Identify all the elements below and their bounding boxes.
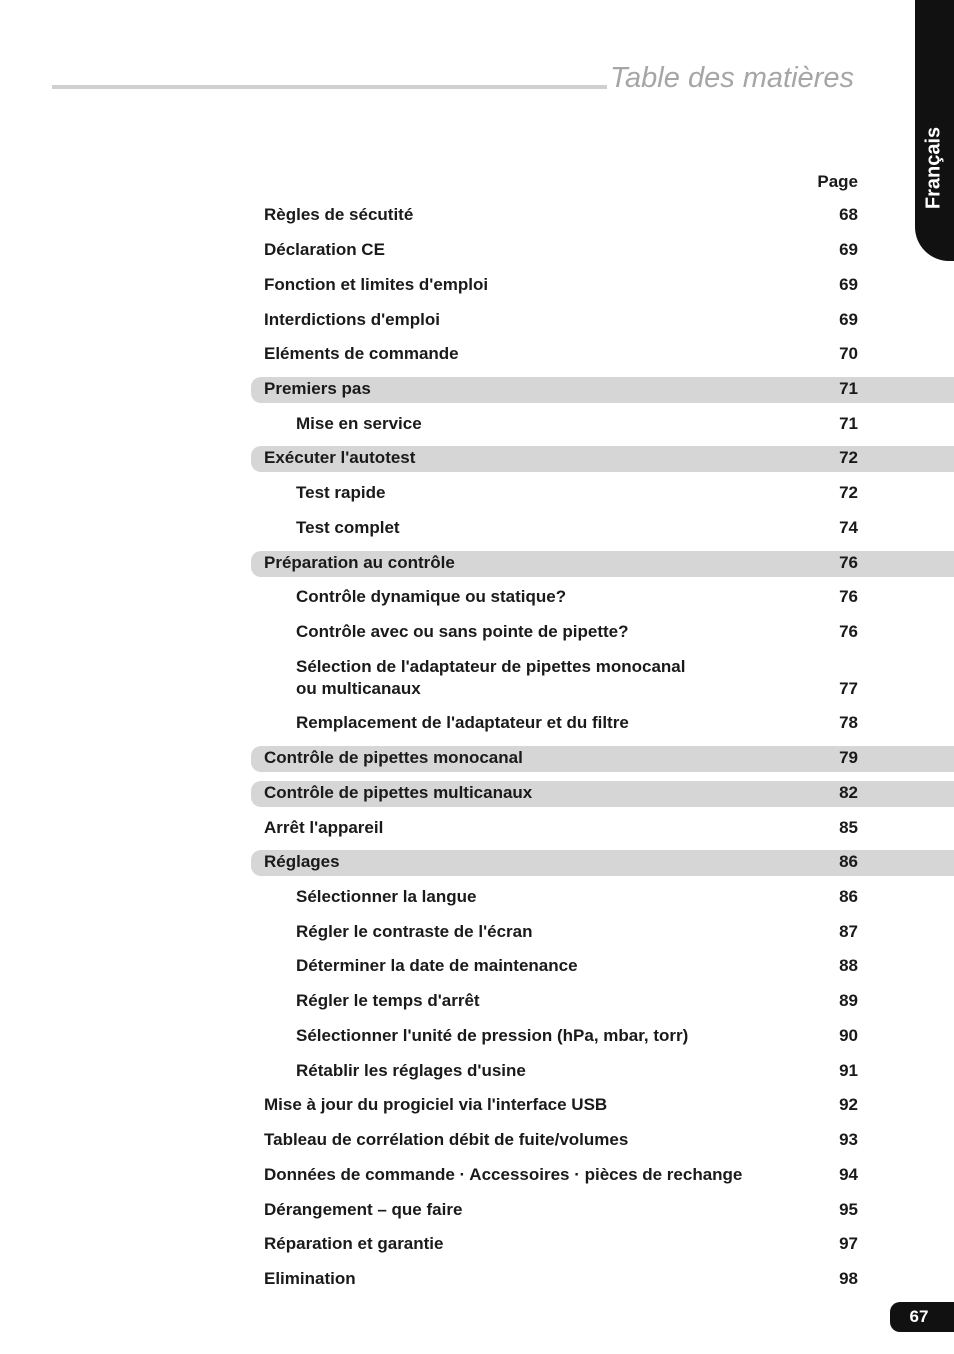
toc-entry-page: 76 [839, 587, 858, 606]
toc-entry-page: 91 [839, 1061, 858, 1080]
toc-entry-page: 72 [839, 448, 858, 467]
toc-entry-title-line: Fonction et limites d'emploi [264, 275, 489, 294]
toc-entry[interactable] [251, 1232, 954, 1258]
toc-entry-title-line: Données de commande · Accessoires · pièces de rechange [264, 1165, 743, 1184]
toc-entry[interactable] [251, 1128, 954, 1154]
toc-entry-title [296, 921, 816, 943]
toc-entry[interactable] [251, 781, 954, 807]
toc-entry-title [264, 1094, 784, 1116]
toc-entry-title-line: Rétablir les réglages d'usine [296, 1061, 526, 1080]
toc-entry[interactable] [251, 885, 954, 911]
toc-entry-title [296, 482, 816, 504]
toc-entry[interactable] [251, 746, 954, 772]
toc-entry-title-line: Interdictions d'emploi [264, 310, 440, 329]
toc-entry[interactable] [251, 1059, 954, 1085]
toc-entry-page: 86 [839, 852, 858, 871]
toc-entry[interactable] [251, 481, 954, 507]
toc-entry-title-line: Elimination [264, 1269, 356, 1288]
toc-entry[interactable] [251, 308, 954, 334]
toc-entry-title [264, 1129, 784, 1151]
toc-entry[interactable] [251, 585, 954, 611]
toc-entry-title-line: Contrôle dynamique ou statique? [296, 587, 567, 606]
toc-entry-title [296, 517, 816, 539]
toc-entry-page: 86 [839, 887, 858, 906]
toc-entry[interactable] [251, 954, 954, 980]
toc-entry-page: 70 [839, 344, 858, 363]
toc-entry[interactable] [251, 1198, 954, 1224]
toc-entry-title [264, 1164, 784, 1186]
toc-entry-title-line: Contrôle de pipettes multicanaux [264, 783, 533, 802]
toc-entry-page: 89 [839, 991, 858, 1010]
toc-entry-page: 92 [839, 1095, 858, 1114]
toc-entry-title [296, 586, 816, 608]
toc-entry-page: 71 [839, 414, 858, 433]
toc-entry-title [296, 621, 816, 643]
toc-entry-page: 95 [839, 1200, 858, 1219]
toc-entry-title [264, 378, 784, 400]
toc-entry-title [264, 1268, 784, 1290]
toc-entry-title-line: Contrôle avec ou sans pointe de pipette? [296, 622, 629, 641]
toc-entry[interactable] [251, 989, 954, 1015]
toc-entry-page: 69 [839, 240, 858, 259]
toc-entry[interactable] [251, 412, 954, 438]
page-title: Table des matières [610, 62, 854, 94]
toc-entry-title-line: Réparation et garantie [264, 1234, 444, 1253]
toc-entry[interactable] [251, 1024, 954, 1050]
toc-entry-title [264, 1233, 784, 1255]
toc-entry-page: 87 [839, 922, 858, 941]
language-tab-label: Français [922, 126, 945, 210]
toc-entry-title [296, 990, 816, 1012]
toc-entry-page: 69 [839, 275, 858, 294]
toc-entry-page: 97 [839, 1234, 858, 1253]
toc-entry[interactable] [251, 850, 954, 876]
page-number: 67 [909, 1307, 929, 1326]
toc-entry-page: 71 [839, 379, 858, 398]
toc-entry-title [264, 274, 784, 296]
toc-entry-title-line: Régler le contraste de l'écran [296, 922, 533, 941]
toc-entry-title [264, 1199, 784, 1221]
toc-entry-page: 68 [839, 205, 858, 224]
toc-entry-page: 78 [839, 713, 858, 732]
toc-entry[interactable] [251, 1267, 954, 1293]
toc-entry[interactable] [251, 920, 954, 946]
toc-entry-title [264, 782, 784, 804]
toc-entry-title [264, 343, 784, 365]
toc-entry-page: 93 [839, 1130, 858, 1149]
toc-entry-title-line: Contrôle de pipettes monocanal [264, 748, 523, 767]
toc-entry-page: 98 [839, 1269, 858, 1288]
toc-page-column-header: Page [817, 172, 858, 191]
toc-entry-title-line: Premiers pas [264, 379, 371, 398]
toc-entry[interactable] [251, 1093, 954, 1119]
page-number-badge [890, 1302, 954, 1332]
toc-entry[interactable] [251, 620, 954, 646]
toc-entry-title-line: Régler le temps d'arrêt [296, 991, 480, 1010]
toc-entry-page: 77 [839, 679, 858, 698]
toc-entry-title-line: Déclaration CE [264, 240, 385, 259]
toc-entry-title [296, 712, 816, 734]
toc-entry[interactable] [251, 711, 954, 737]
toc-entry-title [264, 309, 784, 331]
toc-entry-page: 94 [839, 1165, 858, 1184]
toc-entry-title-line: Réglages [264, 852, 340, 871]
toc-entry-title-line: Mise à jour du progiciel via l'interface USB [264, 1095, 608, 1114]
toc-entry-title-line: Tableau de corrélation débit de fuite/volumes [264, 1130, 629, 1149]
toc-entry-title-line: Mise en service [296, 414, 422, 433]
toc-entry-title-line: Sélectionner l'unité de pression (hPa, mbar, torr) [296, 1026, 689, 1045]
toc-entry[interactable] [251, 655, 954, 701]
toc-entry-title-line: ou multicanaux [296, 679, 421, 698]
toc-entry-page: 88 [839, 956, 858, 975]
toc-entry[interactable] [251, 342, 954, 368]
toc-entry-title-line: Sélection de l'adaptateur de pipettes monocanal [296, 657, 686, 676]
toc-entry[interactable] [251, 203, 954, 229]
toc-entry-page: 82 [839, 783, 858, 802]
toc-entry-page: 76 [839, 553, 858, 572]
toc-entry-page: 72 [839, 483, 858, 502]
toc-entry-title [264, 447, 784, 469]
toc-entry[interactable] [251, 816, 954, 842]
toc-entry[interactable] [251, 1163, 954, 1189]
toc-entry-title [264, 204, 784, 226]
toc-entry[interactable] [251, 551, 954, 577]
toc-entry-title [296, 886, 816, 908]
toc-entry[interactable] [251, 446, 954, 472]
toc-entry-title-line: Exécuter l'autotest [264, 448, 416, 467]
toc-entry-title [296, 955, 816, 977]
toc-entry-page: 76 [839, 622, 858, 641]
toc-entry-title-line: Arrêt l'appareil [264, 818, 384, 837]
toc-entry-page: 90 [839, 1026, 858, 1045]
toc-entry[interactable] [251, 273, 954, 299]
toc-entry-title-line: Règles de sécutité [264, 205, 414, 224]
toc-entry-title [264, 747, 784, 769]
toc-entry-page: 69 [839, 310, 858, 329]
toc-entry-title-line: Dérangement – que faire [264, 1200, 463, 1219]
toc-entry-title [264, 817, 784, 839]
toc-entry-title-line: Test rapide [296, 483, 386, 502]
toc-entry-title [296, 1060, 816, 1082]
toc-entry[interactable] [251, 377, 954, 403]
toc-entry-title-line: Test complet [296, 518, 400, 537]
toc-entry-title [264, 552, 784, 574]
toc-entry-title [264, 851, 784, 873]
toc-entry-page: 79 [839, 748, 858, 767]
toc-entry-title-line: Préparation au contrôle [264, 553, 455, 572]
toc-entry[interactable] [251, 516, 954, 542]
toc-entry-title [264, 239, 784, 261]
toc-entry-title [296, 656, 816, 700]
toc-entry[interactable] [251, 238, 954, 264]
toc-entry-title-line: Déterminer la date de maintenance [296, 956, 578, 975]
toc-entry-title-line: Remplacement de l'adaptateur et du filtre [296, 713, 629, 732]
toc-entry-page: 74 [839, 518, 858, 537]
toc-entry-title [296, 1025, 816, 1047]
toc-entry-title [296, 413, 816, 435]
toc-entry-title-line: Sélectionner la langue [296, 887, 477, 906]
toc-entry-title-line: Eléments de commande [264, 344, 459, 363]
toc-entry-page: 85 [839, 818, 858, 837]
